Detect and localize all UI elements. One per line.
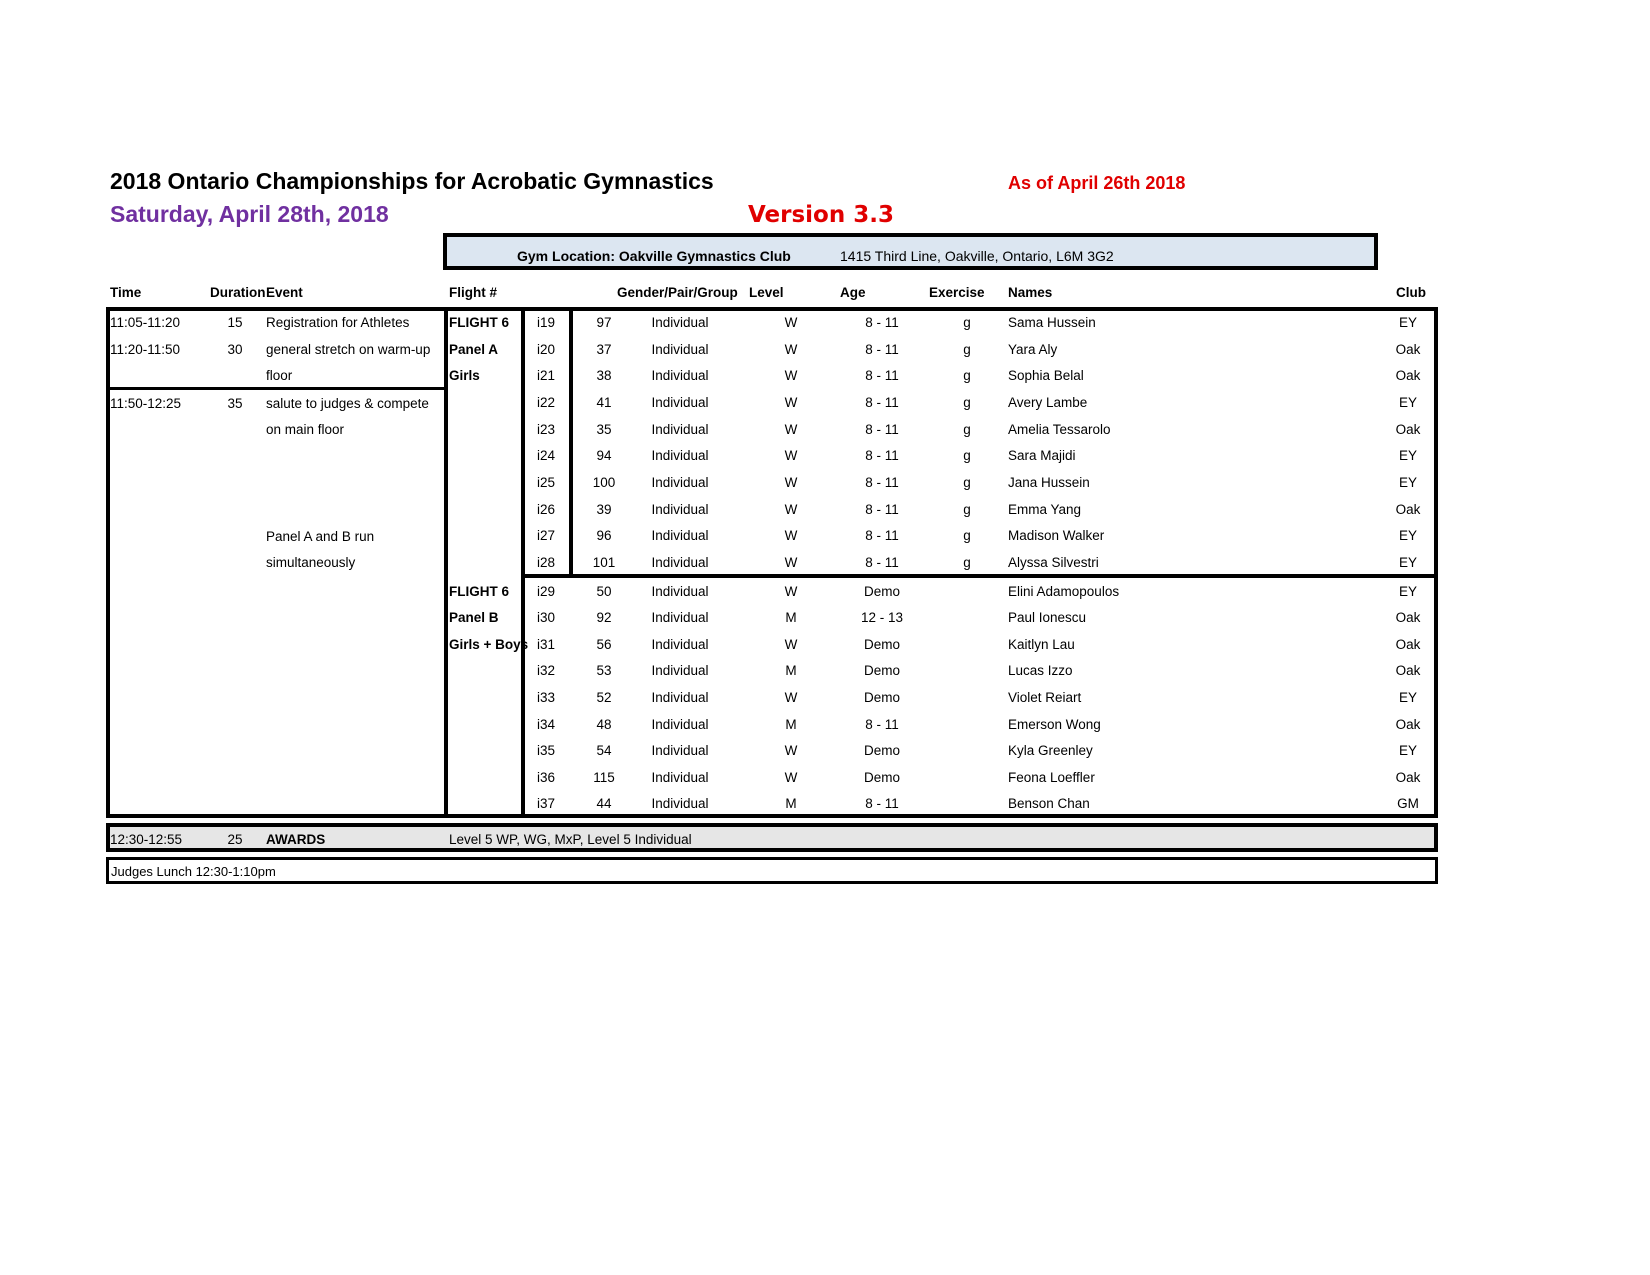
- athlete-name: Emerson Wong: [1008, 717, 1101, 732]
- schedule-time: 11:20-11:50: [110, 342, 181, 357]
- athlete-level: M: [785, 796, 797, 811]
- athlete-id: i36: [536, 770, 556, 785]
- athlete-category: Individual: [651, 422, 709, 437]
- schedule-time: 11:50-12:25: [110, 396, 182, 411]
- athlete-level: W: [784, 422, 798, 437]
- schedule-event: Registration for Athletes: [266, 315, 410, 330]
- panel-divider: [521, 574, 1438, 578]
- athlete-name: Feona Loeffler: [1008, 770, 1095, 785]
- athlete-club: Oak: [1395, 717, 1421, 732]
- page-title: 2018 Ontario Championships for Acrobatic Gymnastics: [110, 168, 714, 194]
- athlete-name: Jana Hussein: [1008, 475, 1090, 490]
- athlete-category: Individual: [651, 717, 709, 732]
- athlete-club: EY: [1398, 395, 1418, 410]
- athlete-name: Violet Reiart: [1008, 690, 1082, 705]
- flight-panel: Panel A: [449, 342, 499, 357]
- athlete-id: i31: [536, 637, 556, 652]
- awards-description: Level 5 WP, WG, MxP, Level 5 Individual: [449, 832, 692, 847]
- athlete-club: GM: [1397, 796, 1419, 811]
- athlete-club: Oak: [1395, 637, 1421, 652]
- athlete-level: W: [784, 555, 798, 570]
- athlete-name: Benson Chan: [1008, 796, 1090, 811]
- athlete-level: M: [785, 717, 797, 732]
- athlete-id: i35: [536, 743, 556, 758]
- athlete-id: i27: [536, 528, 556, 543]
- col-header-exercise: Exercise: [929, 285, 985, 300]
- athlete-number: 94: [596, 448, 612, 463]
- athlete-id: i26: [536, 502, 556, 517]
- athlete-exercise: g: [963, 555, 971, 570]
- athlete-level: W: [784, 743, 798, 758]
- athlete-category: Individual: [651, 448, 709, 463]
- athlete-number: 50: [596, 584, 612, 599]
- awards-duration: 25: [227, 832, 243, 847]
- athlete-category: Individual: [651, 690, 709, 705]
- athlete-age: Demo: [863, 584, 901, 599]
- athlete-club: EY: [1398, 743, 1418, 758]
- athlete-number: 101: [592, 555, 616, 570]
- athlete-club: EY: [1398, 555, 1418, 570]
- awards-event: AWARDS: [266, 832, 326, 847]
- athlete-age: 8 - 11: [865, 422, 899, 437]
- athlete-club: EY: [1398, 315, 1418, 330]
- athlete-age: 8 - 11: [865, 448, 899, 463]
- athlete-level: W: [784, 528, 798, 543]
- athlete-id: i28: [536, 555, 556, 570]
- athlete-category: Individual: [651, 663, 709, 678]
- athlete-category: Individual: [651, 342, 709, 357]
- athlete-name: Kyla Greenley: [1008, 743, 1093, 758]
- athlete-age: 8 - 11: [865, 502, 899, 517]
- gym-location-label: Gym Location: Oakville Gymnastics Club: [517, 248, 791, 264]
- panel-note: simultaneously: [266, 555, 356, 570]
- athlete-category: Individual: [651, 584, 709, 599]
- athlete-exercise: g: [963, 342, 971, 357]
- athlete-id: i20: [536, 342, 556, 357]
- athlete-age: 8 - 11: [865, 342, 899, 357]
- athlete-age: 8 - 11: [865, 717, 899, 732]
- athlete-name: Paul Ionescu: [1008, 610, 1087, 625]
- athlete-level: M: [785, 610, 797, 625]
- col-header-duration: Duration: [210, 285, 266, 300]
- schedule-event: floor: [266, 368, 293, 383]
- gym-address: 1415 Third Line, Oakville, Ontario, L6M 3G2: [840, 248, 1114, 264]
- athlete-number: 41: [596, 395, 612, 410]
- athlete-club: EY: [1398, 528, 1418, 543]
- athlete-club: Oak: [1395, 502, 1421, 517]
- athlete-age: 8 - 11: [865, 528, 899, 543]
- athlete-club: EY: [1398, 584, 1418, 599]
- event-flight-divider: [444, 307, 448, 818]
- athlete-age: 8 - 11: [865, 796, 899, 811]
- athlete-club: Oak: [1395, 663, 1421, 678]
- athlete-name: Lucas Izzo: [1008, 663, 1073, 678]
- flight-label: FLIGHT 6: [449, 584, 509, 599]
- athlete-club: Oak: [1395, 610, 1421, 625]
- col-header-club: Club: [1396, 285, 1426, 300]
- athlete-age: 12 - 13: [860, 610, 904, 625]
- athlete-number: 92: [596, 610, 612, 625]
- version-label: Version 3.3: [748, 202, 894, 228]
- athlete-name: Sama Hussein: [1008, 315, 1096, 330]
- athlete-category: Individual: [651, 395, 709, 410]
- schedule-duration: 35: [227, 396, 243, 411]
- athlete-number: 48: [596, 717, 612, 732]
- athlete-name: Avery Lambe: [1008, 395, 1088, 410]
- athlete-club: EY: [1398, 690, 1418, 705]
- athlete-id: i33: [536, 690, 556, 705]
- athlete-number: 97: [596, 315, 612, 330]
- col-header-time: Time: [110, 285, 142, 300]
- athlete-category: Individual: [651, 770, 709, 785]
- col-header-level: Level: [749, 285, 784, 300]
- athlete-level: W: [784, 475, 798, 490]
- athlete-level: W: [784, 637, 798, 652]
- athlete-name: Kaitlyn Lau: [1008, 637, 1075, 652]
- athlete-category: Individual: [651, 528, 709, 543]
- athlete-exercise: g: [963, 528, 971, 543]
- athlete-number: 56: [596, 637, 612, 652]
- col-header-gender: Gender/Pair/Group: [617, 285, 738, 300]
- athlete-level: W: [784, 395, 798, 410]
- flight-group: Girls + Boys: [449, 637, 529, 652]
- col-header-flight: Flight #: [449, 285, 497, 300]
- athlete-id: i24: [536, 448, 556, 463]
- athlete-club: EY: [1398, 475, 1418, 490]
- athlete-number: 54: [596, 743, 612, 758]
- athlete-name: Elini Adamopoulos: [1008, 584, 1120, 599]
- awards-time: 12:30-12:55: [110, 832, 183, 847]
- col-header-age: Age: [840, 285, 866, 300]
- athlete-age: Demo: [863, 663, 901, 678]
- athlete-club: EY: [1398, 448, 1418, 463]
- athlete-level: W: [784, 315, 798, 330]
- athlete-name: Alyssa Silvestri: [1008, 555, 1099, 570]
- athlete-number: 96: [596, 528, 612, 543]
- athlete-exercise: g: [963, 502, 971, 517]
- athlete-id: i23: [536, 422, 556, 437]
- athlete-number: 52: [596, 690, 612, 705]
- athlete-id: i19: [536, 315, 556, 330]
- schedule-time: 11:05-11:20: [110, 315, 181, 330]
- athlete-name: Yara Aly: [1008, 342, 1058, 357]
- athlete-id: i32: [536, 663, 556, 678]
- schedule-duration: 30: [227, 342, 243, 357]
- athlete-level: W: [784, 502, 798, 517]
- athlete-id: i25: [536, 475, 556, 490]
- schedule-event: general stretch on warm-up: [266, 342, 431, 357]
- athlete-category: Individual: [651, 475, 709, 490]
- athlete-club: Oak: [1395, 342, 1421, 357]
- athlete-level: W: [784, 690, 798, 705]
- athlete-number: 100: [592, 475, 616, 490]
- athlete-age: Demo: [863, 770, 901, 785]
- gym-location-box: [443, 233, 1378, 270]
- athlete-level: W: [784, 342, 798, 357]
- id-num-divider-a: [569, 307, 573, 577]
- athlete-age: 8 - 11: [865, 475, 899, 490]
- athlete-name: Sophia Belal: [1008, 368, 1084, 383]
- athlete-age: Demo: [863, 690, 901, 705]
- athlete-age: Demo: [863, 743, 901, 758]
- as-of-date: As of April 26th 2018: [1008, 173, 1186, 193]
- athlete-category: Individual: [651, 315, 709, 330]
- athlete-number: 53: [596, 663, 612, 678]
- athlete-number: 37: [596, 342, 612, 357]
- athlete-level: M: [785, 663, 797, 678]
- athlete-number: 115: [593, 770, 615, 785]
- athlete-category: Individual: [651, 368, 709, 383]
- schedule-duration: 15: [227, 315, 243, 330]
- athlete-club: Oak: [1395, 422, 1421, 437]
- athlete-number: 44: [596, 796, 612, 811]
- flight-group: Girls: [449, 368, 480, 383]
- athlete-id: i29: [536, 584, 556, 599]
- athlete-id: i22: [536, 395, 556, 410]
- athlete-age: 8 - 11: [865, 555, 899, 570]
- col-header-names: Names: [1008, 285, 1053, 300]
- col-header-event: Event: [266, 285, 303, 300]
- athlete-exercise: g: [963, 422, 971, 437]
- panel-note: Panel A and B run: [266, 529, 375, 544]
- athlete-level: W: [784, 584, 798, 599]
- athlete-category: Individual: [651, 743, 709, 758]
- athlete-level: W: [784, 448, 798, 463]
- athlete-number: 39: [596, 502, 612, 517]
- awards-bar: [106, 823, 1438, 852]
- athlete-name: Emma Yang: [1008, 502, 1082, 517]
- athlete-exercise: g: [963, 395, 971, 410]
- schedule-event: on main floor: [266, 422, 345, 437]
- athlete-category: Individual: [651, 502, 709, 517]
- athlete-exercise: g: [963, 368, 971, 383]
- athlete-level: W: [784, 770, 798, 785]
- schedule-event: salute to judges & compete: [266, 396, 429, 411]
- flight-panel: Panel B: [449, 610, 499, 625]
- athlete-category: Individual: [651, 555, 709, 570]
- athlete-name: Amelia Tessarolo: [1008, 422, 1111, 437]
- athlete-id: i34: [536, 717, 556, 732]
- athlete-age: 8 - 11: [865, 368, 899, 383]
- flight-label: FLIGHT 6: [449, 315, 509, 330]
- athlete-id: i37: [536, 796, 556, 811]
- athlete-category: Individual: [651, 796, 709, 811]
- athlete-category: Individual: [651, 637, 709, 652]
- judges-lunch: Judges Lunch 12:30-1:10pm: [111, 864, 276, 879]
- athlete-club: Oak: [1395, 770, 1421, 785]
- athlete-category: Individual: [651, 610, 709, 625]
- athlete-age: Demo: [863, 637, 901, 652]
- athlete-age: 8 - 11: [865, 315, 899, 330]
- athlete-name: Sara Majidi: [1008, 448, 1076, 463]
- event-date: Saturday, April 28th, 2018: [110, 201, 389, 227]
- athlete-number: 35: [596, 422, 612, 437]
- athlete-age: 8 - 11: [865, 395, 899, 410]
- athlete-id: i30: [536, 610, 556, 625]
- athlete-exercise: g: [963, 315, 971, 330]
- judges-lunch-box: [106, 857, 1438, 884]
- athlete-exercise: g: [963, 475, 971, 490]
- athlete-id: i21: [536, 368, 556, 383]
- athlete-exercise: g: [963, 448, 971, 463]
- flight-id-divider: [521, 307, 525, 818]
- athlete-club: Oak: [1395, 368, 1421, 383]
- athlete-name: Madison Walker: [1008, 528, 1105, 543]
- schedule-block-divider: [106, 387, 446, 390]
- athlete-number: 38: [596, 368, 612, 383]
- athlete-level: W: [784, 368, 798, 383]
